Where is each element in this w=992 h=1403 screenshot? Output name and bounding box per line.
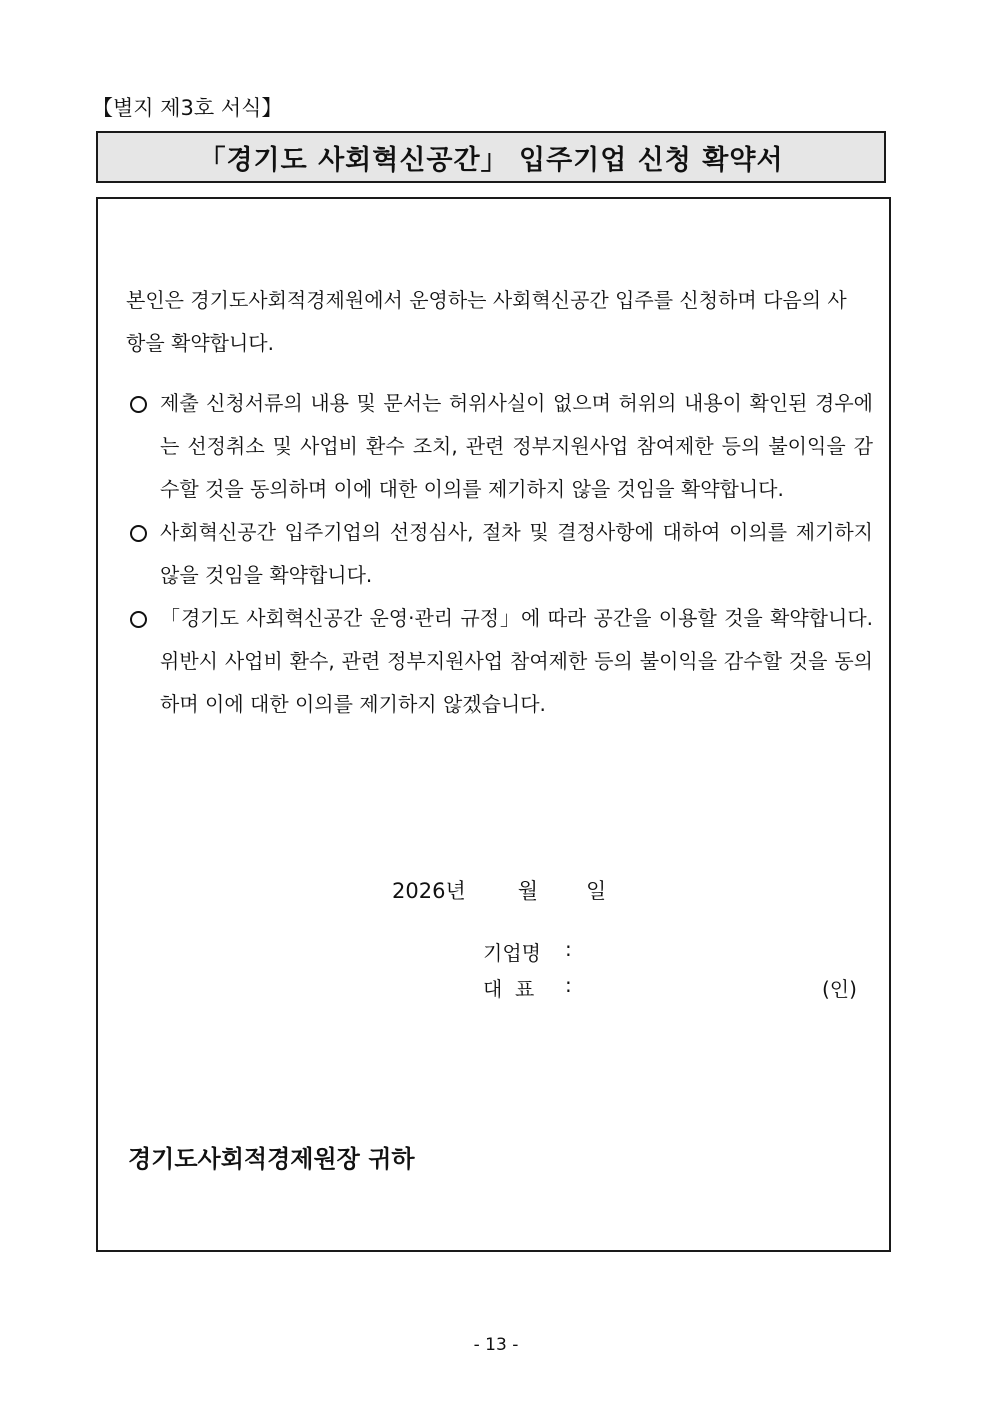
intro-paragraph: 본인은 경기도사회적경제원에서 운영하는 사회혁신공간 입주를 신청하며 다음의 사항을 확약합니다.	[126, 288, 847, 355]
circle-bullet-icon	[130, 611, 147, 628]
company-name-label: 기업명	[483, 941, 541, 965]
date-day: 일	[586, 879, 607, 903]
circle-bullet-icon	[130, 396, 147, 413]
representative-label: 대 표	[483, 977, 535, 1001]
company-name-row	[483, 937, 572, 966]
pledge-item	[128, 511, 873, 597]
seal-mark: (인)	[822, 977, 857, 1001]
title-box	[96, 131, 886, 183]
pledge-list	[128, 382, 873, 726]
addressee: 경기도사회적경제원장 귀하	[128, 1145, 415, 1173]
pledge-item	[128, 597, 873, 726]
circle-bullet-icon	[130, 525, 147, 542]
pledge-text: 「경기도 사회혁신공간 운영·관리 규정」에 따라 공간을 이용할 것을 확약합니다. 위반시 사업비 환수, 관련 정부지원사업 참여제한 등의 불이익을 감수할 것을 동의하며 이에 대한 이의를 제기하지 않겠습니다.	[160, 606, 873, 716]
date-month: 월	[517, 879, 539, 903]
representative-colon: :	[565, 973, 572, 997]
pledge-text: 사회혁신공간 입주기업의 선정심사, 절차 및 결정사항에 대하여 이의를 제기하지 않을 것임을 확약합니다.	[160, 520, 873, 587]
representative-row	[483, 973, 572, 1002]
pledge-text: 제출 신청서류의 내용 및 문서는 허위사실이 없으며 허위의 내용이 확인된 경우에는 선정취소 및 사업비 환수 조치, 관련 정부지원사업 참여제한 등의 불이익을 감수할 것을 동의하며 이에 대한 이의를 제기하지 않을 것임을 확약합니다.	[160, 391, 873, 501]
company-name-colon: :	[565, 937, 572, 961]
page-number: - 13 -	[473, 1335, 519, 1355]
form-label: 【별지 제3호 서식】	[92, 96, 283, 120]
document-title: 「경기도 사회혁신공간」 입주기업 신청 확약서	[198, 144, 784, 176]
body-box	[96, 197, 891, 1252]
date-line	[392, 875, 606, 905]
date-year: 2026년	[392, 879, 466, 903]
pledge-item	[128, 382, 873, 511]
